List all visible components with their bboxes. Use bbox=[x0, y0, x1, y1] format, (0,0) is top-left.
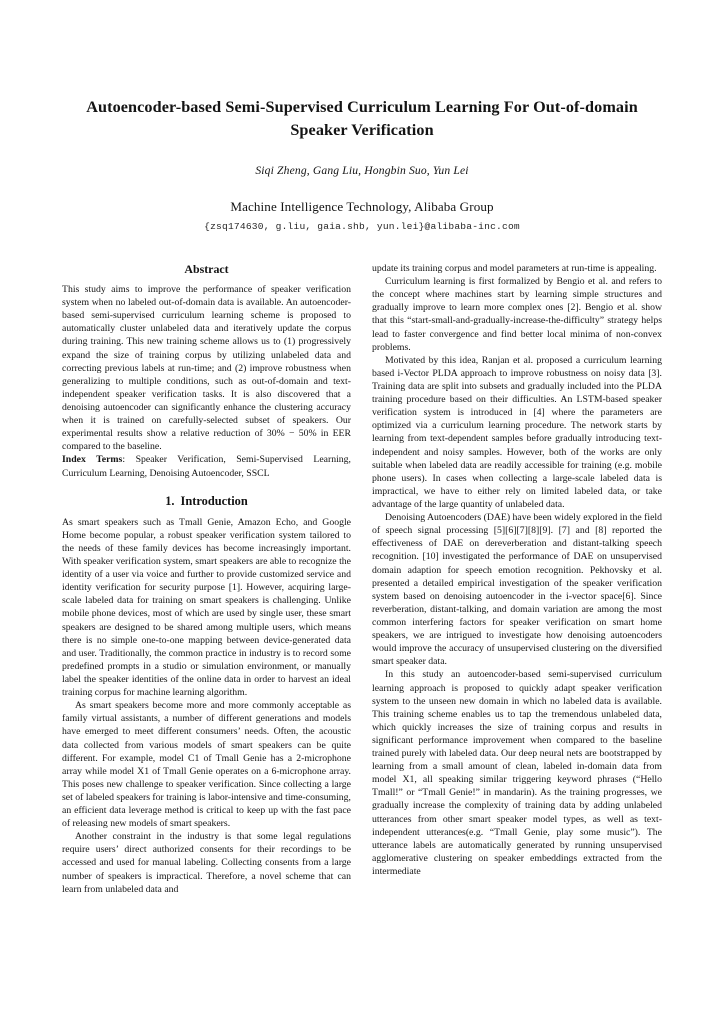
paper-content bbox=[62, 96, 662, 896]
intro-paragraph-3: Another constraint in the industry is that some legal regulations require users’ direct authorized consents for their recordings to be accessed and used for manual labeling. Collecting consents from a large number of speakers is impractical. Therefore, a novel scheme that can learn from unlabeled data and bbox=[62, 831, 351, 895]
affiliation: Machine Intelligence Technology, Alibaba Group bbox=[230, 199, 494, 214]
left-column bbox=[62, 262, 351, 896]
right-paragraph-1: update its training corpus and model parameters at run-time is appealing. bbox=[372, 263, 657, 274]
introduction-title: Introduction bbox=[180, 493, 248, 508]
introduction-number: 1. bbox=[165, 493, 175, 508]
two-column-body bbox=[62, 262, 662, 896]
right-column bbox=[372, 262, 662, 878]
author-emails: {zsq174630, g.liu, gaia.shb, yun.lei}@alibaba-inc.com bbox=[204, 221, 520, 232]
index-terms-label: Index Terms bbox=[62, 454, 123, 466]
index-terms-value: : Speaker Verification, Semi-Supervised Learning, Curriculum Learning, Denoising Autoencoder, SSCL bbox=[62, 454, 351, 479]
right-paragraph-5: In this study an autoencoder-based semi-supervised curriculum learning approach is proposed to quickly adapt speaker verification system to the unseen new domain in which no labeled data is available. This training scheme enables us to tap the tremendous unlabeled data, which quickly increases the size of training corpus and results in significant performance improvement when compared to the baseline trained purely with labeled data. Our deep neural nets are bootstrapped by learning from a small amount of clean, labeled in-domain data from model X1, all speaking similar triggering keyword phrases (“Hello Tmall!” or “Tmall Genie!” in mandarin). As the training progresses, we gradually increase the complexity of training data by adding unlabeled utterances from other smart speaker model types, as well as text-independent utterances(e.g. “Tmall Genie, play some music”). The utterance labels are automatically generated by running unsupervised agglomerative clustering on speaker embeddings extracted from the intermediate bbox=[372, 669, 662, 878]
index-terms bbox=[62, 453, 351, 479]
abstract-heading: Abstract bbox=[184, 262, 229, 276]
introduction-heading bbox=[62, 494, 351, 509]
intro-paragraph-1: As smart speakers such as Tmall Genie, Amazon Echo, and Google Home become popular, a robust speaker verification system tailored to the needs of these family devices has become increasingly important. With speaker verification system, smart speakers are able to recognize the identity of a user via voice and further to provide customized service and identity verification for security purpose [1]. However, acquiring large-scale labeled data for training on smart speakers is challenging. Unlike mobile phone devices, most of which are used by single user, these smart speakers are designed to be shared among multiple users, which means there is no simple one-to-one mapping between device-generated data and user. Traditionally, the common practice in industry is to record some predefined prompts in a studio or simulation environment, or manually label the speaker identities of the online data in order to harvest an ideal training corpus for machine learning algorithm. bbox=[62, 516, 351, 699]
right-paragraph-2: Curriculum learning is first formalized by Bengio et al. and refers to the concept where machines start by learning simple structures and gradually improve to learn more complex ones [2]. Bengio et al. show that this “start-small-and-gradually-increase-the-difficulty” strategy helps lead to faster convergence and find better local minima of non-convex problems. bbox=[372, 276, 662, 353]
intro-paragraph-2: As smart speakers become more and more commonly acceptable as family virtual assistants, a number of different generations and models have emerged to meet different consumers’ needs. Often, the acoustic data collected from various models of smart speakers can be quite different. For example, model C1 of Tmall Genie has a 2-microphone array while model X1 of Tmall Genie operates on a 6-microphone array. This poses new challenge to speaker verification. Since collecting a large set of labeled speakers for training is labor-intensive and time-consuming, an efficient data leverage method is critical to keep up with the fast pace of releasing new models of smart speakers. bbox=[62, 700, 351, 830]
right-paragraph-4: Denoising Autoencoders (DAE) have been widely explored in the field of speech signal processing [5][6][7][8][9]. [7] and [8] reported the effectiveness of DAE on dereverberation and distant-talking speech recognition. [10] investigated the performance of DAE on unsupervised domain adaption for speech emotion recognition. Pekhovsky et al. presented a detailed empirical investigation of the speaker verification system based on denoising autoencoder in the i-vector space[6]. Since reverberation, distant-talking, and domain variation are among the most common interfering factors for speaker verification on smart home speakers, we are intrigued to investigate how denoising autoencoders would improve the accuracy of unsupervised clustering on the diversified smart speaker data. bbox=[372, 512, 662, 668]
abstract-text: This study aims to improve the performance of speaker verification system when no labeled out-of-domain data is available. An autoencoder-based semi-supervised curriculum learning scheme is proposed to automatically cluster unlabeled data and iteratively update the corpus during training. This new training scheme allows us to (1) progressively expand the size of training corpus by utilizing unlabeled data and correcting previous labels at run-time; and (2) improve robustness when generalizing to multiple conditions, such as out-of-domain and text-independent speaker verification tasks. It is also discovered that a denoising autoencoder can significantly enhance the clustering accuracy when it is trained on carefully-selected subset of speakers. Our experimental results show a relative reduction of 30% − 50% in EER compared to the baseline. bbox=[62, 284, 351, 453]
page-title: Autoencoder-based Semi-Supervised Curriculum Learning For Out-of-domain Speaker Verification bbox=[86, 98, 638, 139]
right-paragraph-3: Motivated by this idea, Ranjan et al. proposed a curriculum learning based i-Vector PLDA approach to improve robustness on noisy data [3]. Training data are split into subsets and gradually included into the PLDA training procedure based on their difficulties. An LSTM-based speaker verification system is introduced in [4] where the parameters are optimized via a curriculum learning procedure. The network starts by learning from text-dependent samples before gradually introducing text-independent and noisy samples. However, both of the works are only suitable when labeled data are readily accessible for training (e.g. mobile phone users). In cases when collecting a large-scale labeled data is impractical, we have to either rely on limited labeled data, or take advantage of the large quantity of unlabeled data. bbox=[372, 354, 662, 510]
author-list: Siqi Zheng, Gang Liu, Hongbin Suo, Yun Lei bbox=[255, 164, 469, 177]
